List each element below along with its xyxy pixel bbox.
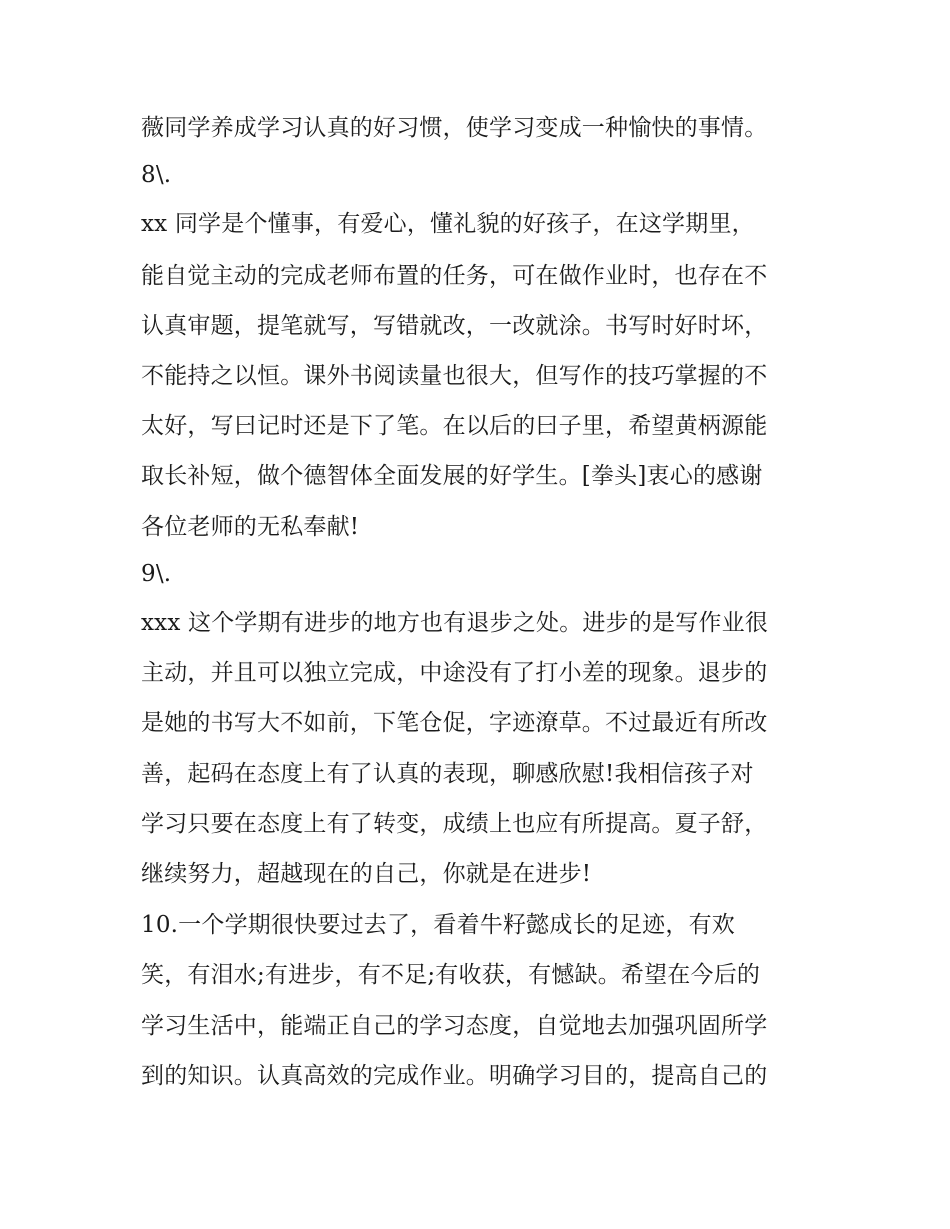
text-line: 学习只要在态度上有了转变，成绩上也应有所提高。夏子舒， (141, 811, 768, 837)
text-line: 主动，并且可以独立完成，中途没有了打小差的现象。退步的 (141, 660, 768, 686)
text-line: 太好，写曰记时还是下了笔。在以后的曰子里，希望黄柄源能 (141, 413, 768, 439)
text-line: 不能持之以恒。课外书阅读量也很大，但写作的技巧掌握的不 (141, 363, 768, 389)
text-line: 是她的书写大不如前，下笔仓促，字迹潦草。不过最近有所改 (141, 710, 768, 736)
text-line: 8\. (141, 162, 172, 188)
text-line: xx 同学是个懂事，有爱心，懂礼貌的好孩子，在这学期里， (141, 211, 755, 237)
text-line: 到的知识。认真高效的完成作业。明确学习目的，提高自己的 (141, 1063, 768, 1089)
text-line: 笑，有泪水;有进步，有不足;有收获，有憾缺。希望在今后的 (141, 962, 761, 988)
text-line: 各位老师的无私奉献! (141, 514, 360, 540)
text-line: 取长补短，做个德智体全面发展的好学生。[拳头]衷心的感谢 (141, 463, 763, 489)
text-line: 9\. (141, 561, 172, 587)
text-line: 认真审题，提笔就写，写错就改，一改就涂。书写时好时坏， (141, 313, 768, 339)
text-line: 薇同学养成学习认真的好习惯，使学习变成一种愉快的事情。 (141, 115, 768, 141)
text-line: xxx 这个学期有进步的地方也有退步之处。进步的是写作业很 (141, 610, 769, 636)
text-line: 10.一个学期很快要过去了，看着牛籽懿成长的足迹，有欢 (141, 912, 735, 938)
text-line: 继续努力，超越现在的自己，你就是在进步! (141, 861, 592, 887)
text-line: 学习生活中，能端正自己的学习态度，自觉地去加强巩固所学 (141, 1013, 768, 1039)
text-line: 善，起码在态度上有了认真的表现，聊感欣慰!我相信孩子对 (141, 761, 754, 787)
text-line: 能自觉主动的完成老师布置的任务，可在做作业时，也存在不 (141, 263, 768, 289)
